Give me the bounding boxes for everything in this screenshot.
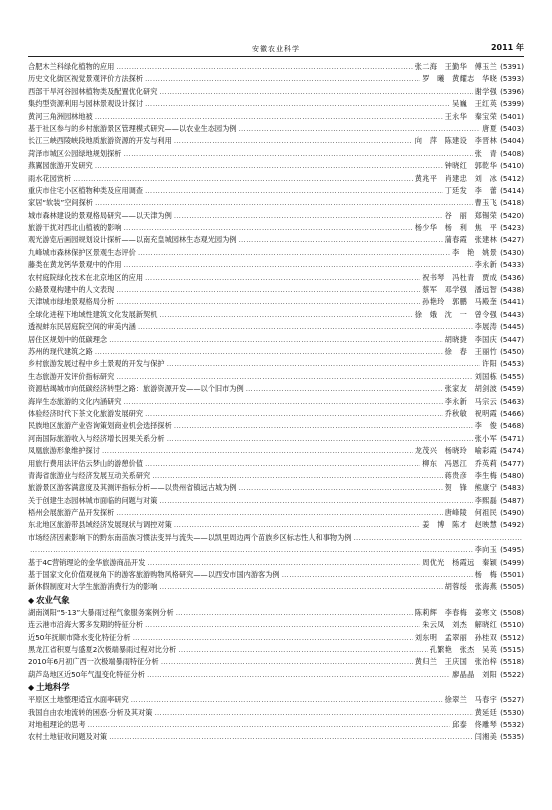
entry-title: 新休假制度对大学生旅游消费行为的影响 xyxy=(28,582,158,592)
dot-leader xyxy=(116,296,420,308)
dot-leader xyxy=(109,731,473,743)
entry-authors: 龙茂兴 杨晓玲 喻彩霞 xyxy=(414,446,498,456)
section-heading xyxy=(28,681,524,694)
toc-entry[interactable] xyxy=(28,346,524,358)
entry-authors: 姜 博 陈才 赵映慧 xyxy=(422,520,498,530)
entry-title: 用旅行费用法评估云梦山的游憩价值 xyxy=(28,458,144,468)
dot-leader xyxy=(123,259,472,271)
entry-page: (5445) xyxy=(500,322,524,332)
entry-page: (5490) xyxy=(500,508,524,518)
entry-page: (5463) xyxy=(500,396,524,406)
journal-name: 安徽农业科学 xyxy=(252,45,300,53)
entry-authors: 黄兆平 肖建忠 刘 冰 xyxy=(414,173,498,183)
entry-title: 关于创建生态园林城市面临的问题与对策 xyxy=(28,495,158,505)
entry-title: 近50年抚顺市降水变化特征分析 xyxy=(28,632,131,642)
entry-authors: 丁廷发 李 蕾 xyxy=(444,185,498,195)
entry-authors: 唐夏 xyxy=(482,123,498,133)
toc-entry[interactable] xyxy=(28,644,524,656)
toc-entry[interactable] xyxy=(28,135,524,147)
entry-title: 凤凰旅游形象维护探讨 xyxy=(28,446,100,456)
dot-leader xyxy=(152,470,442,482)
toc-entry[interactable] xyxy=(28,495,524,507)
toc-entry[interactable] xyxy=(28,408,524,420)
entry-page: (5447) xyxy=(500,334,524,344)
entry-page: (5492) xyxy=(500,520,524,530)
entry-authors: 杨 梅 xyxy=(474,570,498,580)
entry-title: 雨水花园赏析 xyxy=(28,173,72,183)
entry-title: 青海省旅游业与经济发展互动关系研究 xyxy=(28,470,151,480)
toc-entry[interactable] xyxy=(28,470,524,482)
toc-entry[interactable] xyxy=(28,707,524,719)
entry-authors: 朱云凤 刘杰 解晓红 xyxy=(422,620,498,630)
entry-authors: 钟晓红 郭乾华 xyxy=(444,161,498,171)
entry-title: 对地租理论的思考 xyxy=(28,719,86,729)
entry-page: (5532) xyxy=(500,719,524,729)
entry-page: (5505) xyxy=(500,582,524,592)
entry-page: (5487) xyxy=(500,495,524,505)
toc-entry[interactable] xyxy=(28,148,524,160)
entry-page: (5518) xyxy=(500,657,524,667)
year-label: 2011 年 xyxy=(490,43,524,52)
section-label: 农业气象 xyxy=(36,594,70,605)
entry-title: 基于社区参与的乡村旅游景区管理模式研究——以农业生态园为例 xyxy=(28,123,237,133)
dot-leader xyxy=(161,656,413,668)
entry-page: (5420) xyxy=(500,210,524,220)
entry-title: 天津城市绿地景观格局分析 xyxy=(28,297,115,307)
dot-leader xyxy=(102,445,413,457)
dot-leader xyxy=(154,707,472,719)
entry-authors: 李 俊 xyxy=(474,421,498,431)
entry-page: (5391) xyxy=(500,62,524,71)
toc-entry[interactable] xyxy=(28,694,524,706)
entry-page: (5438) xyxy=(500,285,524,295)
toc-entry[interactable] xyxy=(28,309,524,321)
toc-entry[interactable] xyxy=(28,86,524,98)
dot-leader xyxy=(147,669,450,681)
dot-leader xyxy=(176,607,413,619)
toc-entry[interactable] xyxy=(28,458,524,470)
entry-page: (5414) xyxy=(500,185,524,195)
toc-entry[interactable] xyxy=(28,433,524,445)
entry-title: 燕翼园旅游开发研究 xyxy=(28,161,93,171)
entry-page: (5443) xyxy=(500,309,524,319)
toc-entry[interactable] xyxy=(28,557,524,569)
toc-entry[interactable] xyxy=(28,185,524,197)
toc-entry[interactable] xyxy=(28,358,524,370)
toc-entry[interactable] xyxy=(28,222,524,234)
entry-authors: 吴巍 王红英 xyxy=(452,99,498,109)
entry-title: 葫芦岛地区近50年气温变化特征分析 xyxy=(28,669,145,679)
toc-entry[interactable] xyxy=(28,669,524,681)
entry-authors: 徐 春 王丽竹 xyxy=(444,346,498,356)
toc-entry[interactable] xyxy=(28,73,524,85)
section-label: 土地科学 xyxy=(36,682,70,693)
entry-title: 西部干旱河谷园林植物类及配置优化研究 xyxy=(28,86,158,96)
entry-title: 生态旅游开发评价指标研究 xyxy=(28,371,115,381)
entry-title: 合肥木兰科绿化植物的应用 xyxy=(28,62,115,71)
toc-entry[interactable] xyxy=(28,445,524,457)
entry-page: (5459) xyxy=(500,384,524,394)
entry-title: 集约型资源利用与园林景观设计探讨 xyxy=(28,99,144,109)
entry-authors: 蒲春霞 张建林 xyxy=(444,235,498,245)
dot-leader xyxy=(95,160,443,172)
entry-page: (5441) xyxy=(500,297,524,307)
dot-leader xyxy=(167,358,481,370)
dot-leader xyxy=(174,519,420,531)
dot-leader xyxy=(178,644,427,656)
entry-authors: 胡晓捷 李国庆 xyxy=(444,334,498,344)
dot-leader xyxy=(116,61,412,73)
dot-leader xyxy=(116,371,472,383)
entry-authors: 孙艳玲 郭鹏 马殿奎 xyxy=(422,297,498,307)
dot-leader xyxy=(246,383,443,395)
entry-page: (5480) xyxy=(500,470,524,480)
entry-page: (5512) xyxy=(500,632,524,642)
dot-leader xyxy=(116,284,420,296)
entry-page: (5510) xyxy=(500,620,524,630)
table-of-contents xyxy=(28,61,524,744)
dot-leader xyxy=(159,309,412,321)
entry-page: (5477) xyxy=(500,458,524,468)
entry-authors: 李展涛 xyxy=(474,322,498,332)
entry-authors: 谷 丽 郑锡荣 xyxy=(444,210,498,220)
entry-title: 连云港市沿海大雾多发期的特征分析 xyxy=(28,620,144,630)
entry-page: (5515) xyxy=(500,644,524,654)
toc-entry[interactable] xyxy=(28,284,524,296)
toc-entry[interactable] xyxy=(28,321,524,333)
entry-title: 全球化进程下地域性建筑文化发展新契机 xyxy=(28,309,158,319)
entry-title: 民族地区旅游产业咨询策划商业机会选择探析 xyxy=(28,421,172,431)
entry-authors: 张家友 胡剑波 xyxy=(444,384,498,394)
entry-page: (5396) xyxy=(500,86,524,96)
entry-page: (5483) xyxy=(500,483,524,493)
entry-title: 2010年6月初广西一次极端暴雨特征分析 xyxy=(28,657,159,667)
entry-authors: 李 艳 姚景 xyxy=(452,247,498,257)
entry-page: (5522) xyxy=(500,669,524,679)
entry-title: 居住区规划中的低碳理念 xyxy=(28,334,108,344)
entry-title: 九峰城市森林保护区景观生态评价 xyxy=(28,247,136,257)
entry-authors: 刘国栋 xyxy=(474,371,498,381)
toc-entry[interactable] xyxy=(28,173,524,185)
toc-entry[interactable] xyxy=(28,61,524,73)
dot-leader xyxy=(116,507,442,519)
entry-page: (5399) xyxy=(500,99,524,109)
entry-page: (5404) xyxy=(500,136,524,146)
entry-title: 黄河三角洲园林地被 xyxy=(28,111,93,121)
toc-entry[interactable] xyxy=(28,371,524,383)
entry-title: 海岸生态旅游的文化内涵研究 xyxy=(28,396,122,406)
dot-leader xyxy=(174,210,443,222)
entry-title: 历史文化街区视觉景观评价方法探析 xyxy=(28,74,144,84)
toc-entry[interactable] xyxy=(28,334,524,346)
diamond-icon: ◆ xyxy=(28,595,35,605)
dot-leader xyxy=(145,458,420,470)
entry-title: 公路景观构建中的人文表现 xyxy=(28,285,115,295)
toc-entry[interactable] xyxy=(28,581,524,593)
entry-authors: 曹玉飞 xyxy=(474,198,498,208)
dot-leader xyxy=(145,98,450,110)
entry-authors: 蔡军 邓学强 潘远智 xyxy=(422,285,498,295)
entry-authors: 乔秋敏 祝明霞 xyxy=(444,408,498,418)
toc-entry[interactable] xyxy=(28,210,524,222)
entry-page: (5535) xyxy=(500,732,524,742)
toc-entry[interactable] xyxy=(28,656,524,668)
toc-entry[interactable] xyxy=(28,383,524,395)
entry-title: 黑龙江省积夏与盛夏2次极端暴雨过程对比分析 xyxy=(28,644,177,654)
entry-page: (5474) xyxy=(500,446,524,456)
dot-leader xyxy=(145,73,420,85)
entry-page: (5495) xyxy=(500,545,524,555)
toc-entry[interactable] xyxy=(28,160,524,172)
entry-title: 平原区土地整理适宜水面率研究 xyxy=(28,695,129,705)
entry-title: 乡村旅游发展过程中乡土景观的开发与保护 xyxy=(28,359,165,369)
entry-page: (5418) xyxy=(500,198,524,208)
entry-authors: 贺 锋 熊康宁 xyxy=(444,483,498,493)
entry-authors: 周优光 杨霞远 秦颖 xyxy=(422,557,498,567)
entry-authors: 李永新 马宗云 xyxy=(444,396,498,406)
entry-title: 湖南浏阳“5·13”大暴雨过程气象服务案例分析 xyxy=(28,607,174,617)
dot-leader xyxy=(133,632,413,644)
toc-entry[interactable] xyxy=(28,259,524,271)
entry-authors: 罗 曦 黄耀志 华晓 xyxy=(422,74,498,84)
entry-authors: 黄归兰 王庆国 张治梓 xyxy=(414,657,498,667)
entry-page: (5433) xyxy=(500,260,524,270)
entry-page: (5455) xyxy=(500,371,524,381)
entry-authors: 邱泰 佟雕琴 xyxy=(452,719,498,729)
toc-entry[interactable] xyxy=(28,719,524,731)
dot-leader xyxy=(145,185,443,197)
entry-title: 观光游览后画园规划设计探析——以南充皇城园林生态观光园为例 xyxy=(28,235,237,245)
entry-authors: 张二海 王勤华 傅玉兰 xyxy=(414,62,498,71)
entry-title: 体验经济时代下茶文化旅游发展研究 xyxy=(28,408,144,418)
entry-authors: 谢学强 xyxy=(474,86,498,96)
entry-title: 城市森林建设的景观格局研究——以天津为例 xyxy=(28,210,172,220)
entry-title: 梧州会展旅游产品开发探析 xyxy=(28,508,115,518)
dot-leader xyxy=(73,173,413,185)
entry-title: 透视蚌东民居庭院空间的审美内涵 xyxy=(28,322,136,332)
entry-title: 我国自由农地流转的困惑·分析及其对策 xyxy=(28,707,153,717)
entry-title: 东北地区旅游带县域经济发展现状与调控对策 xyxy=(28,520,172,530)
entry-page: (5453) xyxy=(500,359,524,369)
toc-entry[interactable] xyxy=(28,420,524,432)
entry-authors: 刘东明 孟翠丽 孙桂双 xyxy=(414,632,498,642)
dot-leader xyxy=(238,482,442,494)
entry-title: 资源枯竭城市向低碳经济转型之路：旅游资源开发——以个旧市为例 xyxy=(28,384,244,394)
dot-leader xyxy=(174,135,413,147)
toc-entry[interactable] xyxy=(28,247,524,259)
entry-authors: 胡蓉绥 张海燕 xyxy=(444,582,498,592)
entry-page: (5530) xyxy=(500,707,524,717)
dot-leader xyxy=(353,532,522,544)
toc-entry[interactable] xyxy=(28,396,524,408)
dot-leader xyxy=(109,334,443,346)
toc-entry[interactable] xyxy=(28,632,524,644)
dot-leader xyxy=(138,247,450,259)
entry-authors: 许阳 xyxy=(482,359,498,369)
entry-authors: 祝书琴 冯杜青 贾成 xyxy=(422,272,498,282)
dot-leader xyxy=(145,408,443,420)
toc-entry[interactable] xyxy=(28,519,524,531)
dot-leader xyxy=(145,619,420,631)
toc-entry[interactable] xyxy=(28,731,524,743)
dot-leader xyxy=(238,234,442,246)
running-header xyxy=(28,42,524,57)
dot-leader xyxy=(95,111,443,123)
entry-page: (5450) xyxy=(500,346,524,356)
dot-leader xyxy=(167,433,473,445)
entry-title: 旅游干扰对西北山植被的影响 xyxy=(28,223,122,233)
dot-leader xyxy=(131,694,443,706)
entry-page: (5471) xyxy=(500,433,524,443)
entry-title: 基于4C营销理论的金华旅游商品开发 xyxy=(28,557,146,567)
entry-authors: 廖晶晶 刘阳 xyxy=(452,669,498,679)
entry-authors: 蒋贵彦 李生梅 xyxy=(444,470,498,480)
dot-leader xyxy=(123,222,412,234)
toc-entry[interactable] xyxy=(28,272,524,284)
entry-authors: 陈莉辉 李春梅 姜寒文 xyxy=(414,607,498,617)
toc-entry[interactable] xyxy=(28,544,524,556)
dot-leader xyxy=(123,148,472,160)
entry-authors: 柳东 冯恩江 乔英莉 xyxy=(422,458,498,468)
dot-leader xyxy=(138,321,473,333)
entry-page: (5430) xyxy=(500,247,524,257)
dot-leader xyxy=(238,123,480,135)
dot-leader xyxy=(174,420,473,432)
entry-title: 重庆市住宅小区植物种类及应用调查 xyxy=(28,185,144,195)
entry-title: 市场经济因素影响下的黔东南苗族习惯法变异与流失——以凯里周边两个苗族乡区标志性人和事物为例 xyxy=(28,532,352,542)
entry-authors: 黄延廷 xyxy=(474,707,498,717)
toc-entry[interactable] xyxy=(28,569,524,581)
dot-leader xyxy=(95,346,443,358)
toc-entry[interactable] xyxy=(28,123,524,135)
entry-page: (5499) xyxy=(500,557,524,567)
dot-leader xyxy=(159,581,442,593)
entry-title: 家居“软装”空间探析 xyxy=(28,198,93,208)
dot-leader xyxy=(159,86,472,98)
entry-page: (5423) xyxy=(500,223,524,233)
entry-authors: 杨少华 杨 利 焦 平 xyxy=(414,223,498,233)
toc-entry[interactable] xyxy=(28,296,524,308)
dot-leader xyxy=(282,569,473,581)
entry-title: 菏泽市城区公园绿地规划探析 xyxy=(28,148,122,158)
entry-page: (5436) xyxy=(500,272,524,282)
entry-authors: 向 萍 陈建设 李晋林 xyxy=(414,136,498,146)
entry-page: (5427) xyxy=(500,235,524,245)
entry-title: 基于国家文化价值观视角下的游客旅游购物风格研究——以西安市国内游客为例 xyxy=(28,570,280,580)
entry-title: 藤类在黄龙钙华景观中的作用 xyxy=(28,260,122,270)
toc-entry[interactable] xyxy=(28,482,524,494)
entry-authors: 李向玉 xyxy=(474,545,498,555)
entry-authors: 李熙磊 xyxy=(474,495,498,505)
entry-authors: 闫湘美 xyxy=(474,732,498,742)
toc-entry[interactable] xyxy=(28,532,524,544)
toc-entry[interactable] xyxy=(28,197,524,209)
entry-title: 长江三峡西陵峡段地质旅游资源的开发与利用 xyxy=(28,136,172,146)
entry-page: (5466) xyxy=(500,408,524,418)
entry-page: (5401) xyxy=(500,111,524,121)
entry-title: 农村庭院绿化技术在北京地区的应用 xyxy=(28,272,144,282)
entry-authors: 徐翠兰 马春宇 xyxy=(444,695,498,705)
dot-leader xyxy=(145,272,420,284)
entry-authors: 王永华 秦宝荣 xyxy=(444,111,498,121)
toc-entry[interactable] xyxy=(28,111,524,123)
entry-page: (5393) xyxy=(500,74,524,84)
toc-entry[interactable] xyxy=(28,507,524,519)
entry-authors: 张 青 xyxy=(474,148,498,158)
entry-title: 旅游景区游客满意度及其测评指标分析——以贵州省镇远古城为例 xyxy=(28,483,237,493)
dot-leader xyxy=(123,396,442,408)
dot-leader xyxy=(159,495,472,507)
entry-page: (5403) xyxy=(500,123,524,133)
diamond-icon: ◆ xyxy=(28,683,35,693)
toc-entry[interactable] xyxy=(28,98,524,110)
entry-authors: 李永新 xyxy=(474,260,498,270)
entry-title: 河南国际旅游收入与经济增长因果关系分析 xyxy=(28,433,165,443)
entry-authors: 孔繁艳 张杰 吴英 xyxy=(429,644,498,654)
dot-leader xyxy=(95,197,473,209)
entry-authors: 张小军 xyxy=(474,433,498,443)
entry-title: 苏州的现代建筑之路 xyxy=(28,346,93,356)
dot-leader xyxy=(147,557,420,569)
entry-page: (5501) xyxy=(500,570,524,580)
entry-page: (5412) xyxy=(500,173,524,183)
toc-entry[interactable] xyxy=(28,607,524,619)
entry-page: (5508) xyxy=(500,607,524,617)
entry-authors: 徐 娥 沈 一 曾令强 xyxy=(414,309,498,319)
dot-leader xyxy=(88,719,451,731)
section-heading xyxy=(28,594,524,607)
toc-entry[interactable] xyxy=(28,619,524,631)
dot-leader xyxy=(30,544,473,556)
entry-page: (5410) xyxy=(500,161,524,171)
entry-title: 农村土地征收问题及对策 xyxy=(28,732,108,742)
entry-page: (5527) xyxy=(500,695,524,705)
toc-entry[interactable] xyxy=(28,234,524,246)
entry-authors: 唐峰陵 何祖民 xyxy=(444,508,498,518)
entry-page: (5408) xyxy=(500,148,524,158)
entry-page: (5468) xyxy=(500,421,524,431)
